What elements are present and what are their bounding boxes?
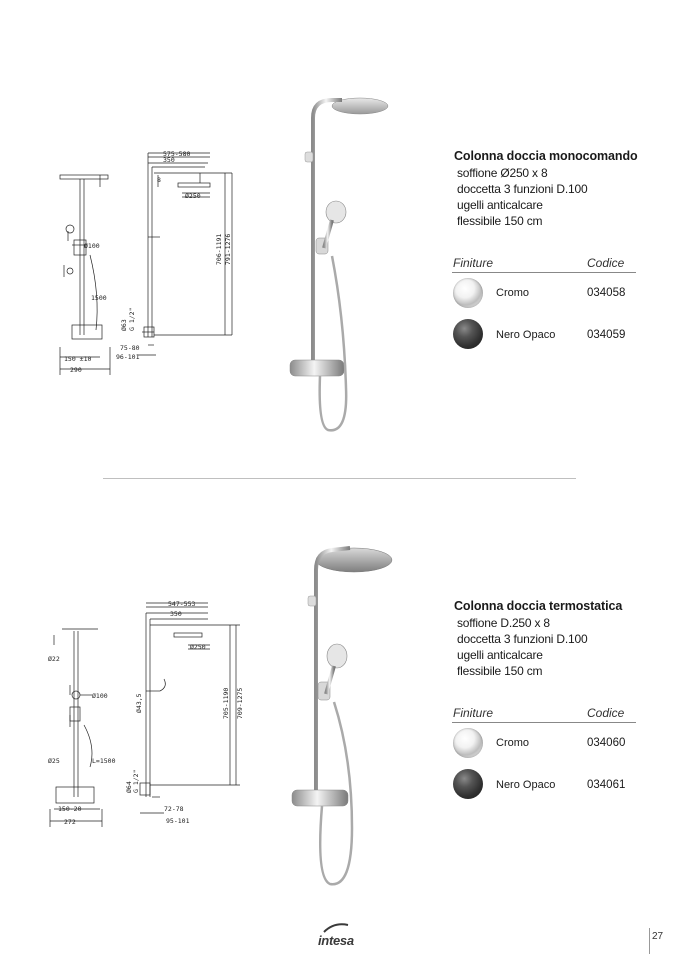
dim-1500: 1500 — [91, 294, 107, 302]
finish-code-nero-1: 034059 — [587, 329, 626, 341]
brand-name: intesa — [318, 933, 354, 948]
dim-diameter-22: Ø22 — [48, 655, 60, 663]
swatch-cromo-2 — [453, 728, 483, 758]
swatch-cromo-1 — [453, 278, 483, 308]
dim-g-half: G 1/2" — [128, 307, 136, 331]
dim-791-1276: 791-1276 — [224, 233, 232, 265]
finiture-header-2: Finiture — [453, 706, 494, 720]
dim-575-580: 575-580 — [163, 150, 191, 158]
spec-line: doccetta 3 funzioni D.100 — [457, 182, 588, 196]
product-title-1: Colonna doccia monocomando — [454, 149, 638, 163]
finish-name-cromo-1: Cromo — [496, 287, 530, 299]
finish-code-cromo-1: 034058 — [587, 287, 626, 299]
technical-drawing-2 — [40, 597, 250, 830]
dim-diameter-100: Ø100 — [92, 692, 108, 700]
header-rule-1 — [452, 272, 636, 273]
dim-547-553: 547-553 — [168, 600, 196, 608]
dim-diameter-43-5: Ø43,5 — [135, 693, 143, 713]
dim-705-1190: 705-1190 — [222, 687, 230, 719]
finiture-header-1: Finiture — [453, 256, 494, 270]
dim-diameter-64: Ø64 — [125, 781, 133, 793]
dim-diameter-25: Ø25 — [48, 757, 60, 765]
finish-name-nero-1: Nero Opaco — [496, 329, 556, 341]
dim-g-half: G 1/2" — [132, 769, 140, 793]
dim-diameter-100: Ø100 — [84, 242, 100, 250]
product-specs-2 — [457, 615, 587, 679]
spec-line: flessibile 150 cm — [457, 664, 543, 678]
dim-l-1500: L=1500 — [92, 757, 116, 765]
dim-350: 350 — [170, 610, 182, 618]
spec-line: doccetta 3 funzioni D.100 — [457, 632, 588, 646]
dim-272: 272 — [64, 818, 76, 826]
dim-95-101: 95-101 — [166, 817, 190, 825]
product-photo-1 — [280, 88, 395, 436]
dim-diameter-63: Ø63 — [120, 319, 128, 331]
codice-header-2: Codice — [587, 706, 625, 720]
dim-706-1191: 706-1191 — [215, 233, 223, 265]
spec-line: ugelli anticalcare — [457, 198, 543, 212]
dim-72-78: 72-78 — [164, 805, 184, 813]
dim-diameter-250: Ø250 — [190, 643, 206, 651]
swatch-nero-1 — [453, 319, 483, 349]
dim-8: 8 — [157, 176, 161, 184]
dim-diameter-250: Ø250 — [185, 192, 201, 200]
technical-drawing-1 — [50, 145, 250, 375]
dim-150: 150 ±10 — [64, 355, 92, 363]
product-photo-2 — [282, 538, 397, 888]
dim-709-1275: 709-1275 — [236, 687, 244, 719]
header-rule-2 — [452, 722, 636, 723]
finish-name-cromo-2: Cromo — [496, 737, 530, 749]
dim-290: 290 — [70, 366, 82, 374]
spec-line: soffione Ø250 x 8 — [457, 166, 548, 180]
dim-350: 350 — [163, 156, 175, 164]
page-number-rule — [649, 928, 650, 954]
section-divider — [103, 478, 576, 479]
spec-line: soffione D.250 x 8 — [457, 616, 550, 630]
brand-logo — [318, 922, 364, 952]
spec-line: flessibile 150 cm — [457, 214, 543, 228]
finish-code-nero-2: 034061 — [587, 779, 626, 791]
finish-code-cromo-2: 034060 — [587, 737, 626, 749]
page-number: 27 — [652, 931, 664, 942]
dim-75-80: 75-80 — [120, 344, 140, 352]
finish-name-nero-2: Nero Opaco — [496, 779, 556, 791]
product-title-2: Colonna doccia termostatica — [454, 599, 623, 613]
spec-line: ugelli anticalcare — [457, 648, 543, 662]
product-specs-1 — [457, 165, 587, 229]
swatch-nero-2 — [453, 769, 483, 799]
dim-96-101: 96-101 — [116, 353, 140, 361]
dim-150-20: 150-20 — [58, 805, 82, 813]
codice-header-1: Codice — [587, 256, 625, 270]
